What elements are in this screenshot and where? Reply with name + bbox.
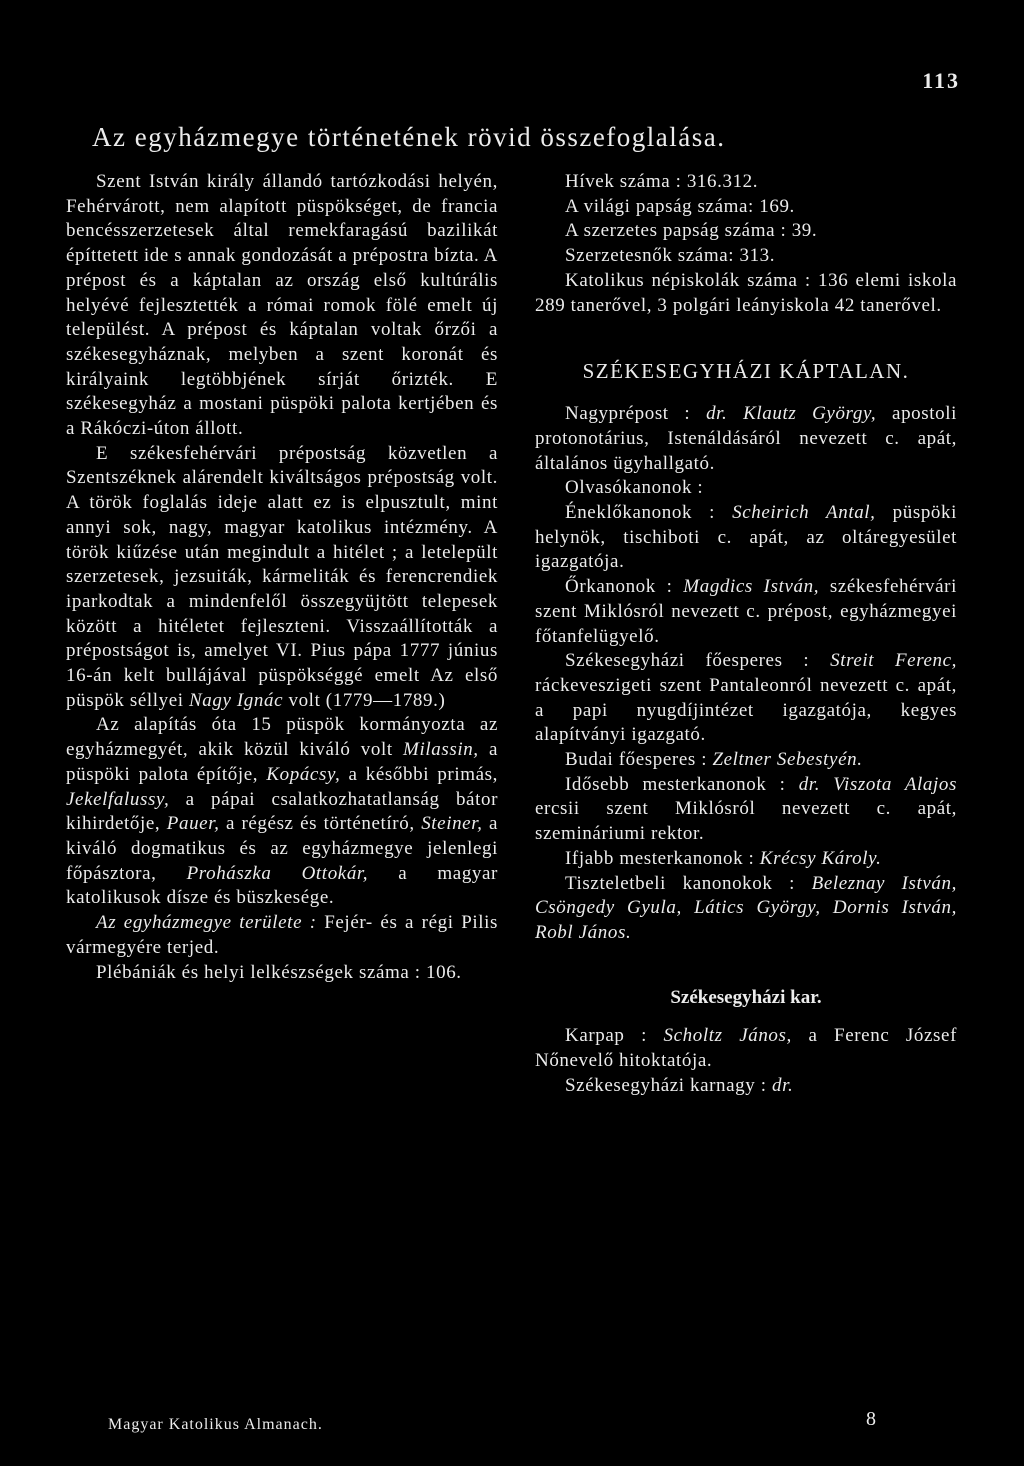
choir-heading: Székesegyházi kar. (670, 986, 822, 1008)
entry-karpap (535, 1024, 957, 1073)
cantor-label: Éneklőkanonok : (565, 502, 716, 524)
entry-karnagy (535, 1074, 957, 1099)
entry-honorary-canons (535, 872, 957, 946)
bishops-text-c: a későbbi primás, (348, 763, 498, 785)
entry-buda-archdeacon (535, 748, 957, 773)
entry-provost (535, 402, 957, 476)
honorary-names: Beleznay István, Csöngedy Gyula, Látics György, Dornis István, Robl János. (535, 872, 957, 943)
buda-name: Zeltner Sebestyén. (712, 749, 863, 771)
senior-name: dr. Viszota Alajos (798, 773, 957, 795)
junior-name: Krécsy Károly. (759, 847, 882, 869)
archdeacon-title: ráckeveszigeti szent Pantaleonról nevezett c. apát, a papi nyugdíjintézet igazgatója, kegyes alapítványi igazgató. (535, 674, 957, 746)
karnagy-name: dr. (771, 1074, 794, 1096)
karpap-title: a Ferenc József Nőnevelő hitoktatója. (535, 1025, 957, 1072)
entry-senior-canon (535, 773, 957, 847)
bishop-name-prohaszka: Prohászka Ottokár, (186, 862, 369, 884)
first-bishop-years: volt (1779—1789.) (288, 689, 446, 711)
provost-title: apostoli protonotárius, Istenáldásáról nevezett c. apát, általános ügyhallgató. (535, 403, 957, 474)
buda-label: Budai főesperes : (565, 749, 708, 771)
territory-label: Az egyházmegye területe : (96, 912, 317, 934)
entry-lector: Olvasókanonok : (565, 477, 704, 499)
page-number: 113 (922, 68, 960, 93)
senior-label: Idősebb mesterkanonok : (565, 773, 786, 795)
paragraph-territory (66, 911, 498, 960)
bishops-text-b: a püspöki palota építője, (66, 739, 498, 785)
footer-publication: Magyar Katolikus Almanach. (108, 1416, 323, 1433)
bishops-text-d: a pápai csalatkozhatatlanság bátor kihirdetője, (66, 788, 498, 835)
entry-cantor (535, 501, 957, 575)
custos-title: székesfehérvári szent Miklósról nevezett c. prépost, egyházmegyei főtanfelügyelő. (535, 576, 957, 647)
paragraph-provostry (66, 442, 498, 714)
archdeacon-label: Székesegyházi főesperes : (565, 650, 810, 672)
bishops-text-a: Az alapítás óta 15 püspök kormányozta az egyházmegyét, akik közül kiváló volt (66, 714, 498, 761)
karpap-name: Scholtz János, (663, 1025, 792, 1047)
right-column (535, 170, 957, 1099)
honorary-label: Tiszteletbeli kanonokok : (565, 872, 795, 894)
bishop-name-milassin: Milassin, (403, 739, 479, 761)
bishops-text-f: a kiváló dogmatikus és az egyházmegye jelenlegi főpásztora, (66, 813, 498, 884)
cantor-title: püspöki helynök, tischiboti c. apát, az oltáregyesület igazgatója. (535, 502, 958, 573)
bishops-text-e: a régész és történetíró, (225, 813, 415, 835)
left-column (66, 170, 498, 985)
provost-label: Nagyprépost : (565, 403, 691, 425)
custos-label: Őrkanonok : (565, 576, 673, 598)
bishop-name-steiner: Steiner, (421, 813, 483, 835)
provostry-text: E székesfehérvári prépostság közvetlen a Szentszéknek alárendelt kiváltságos prépostság volt. A török foglalás ideje alatt ez is elpusztult, mint annyi sok, nagy, magyar katolikus intézmény. A török kiűzése után megindult a hitélet ; a letelepült szerzetesek, jezsuiták, kármeliták és ferencrendiek iparkodtak a mindenfelől összegyüjtött telepesek között a hitéletet fejleszteni. Visszaállították a prépostságot is, amelyet VI. Pius pápa 1777 június 16-án kelt bullájával püspökséggé emelt Az első püspök séllyei (66, 442, 498, 711)
bishop-name-kopacsy: Kopácsy, (266, 763, 341, 785)
stat-nuns: Szerzetesnők száma: 313. (565, 245, 776, 267)
stat-religious-clergy: A szerzetes papság száma : 39. (565, 220, 818, 242)
archdeacon-name: Streit Ferenc, (830, 650, 958, 672)
paragraph-founding: Szent István király állandó tartózkodási helyén, Fehérvárott, nem alapított püspökséget, de francia bencésszerzetesek által remekfaragású bazilikát építtetett ide s annak gondozását a prépostra bízta. A prépost és a káptalan az ország első kultúrális helyévé fejlesztették a római romok fölé emelt új települést. A prépost és káptalan voltak őrzői a székesegyháznak, melyben a szent koronát és királyaink legtöbbjének sírját őrizték. E székesegyház a mostani püspöki palota kertjében és a Rákóczi-úton állott. (66, 171, 498, 440)
custos-name: Magdics István, (683, 576, 820, 598)
bishop-name-pauer: Pauer, (166, 813, 220, 835)
bishop-name-jekelfalussy: Jekelfalussy, (66, 788, 170, 810)
entry-custos (535, 575, 957, 649)
karpap-label: Karpap : (565, 1025, 647, 1047)
karnagy-label: Székesegyházi karnagy : (565, 1074, 767, 1096)
stat-faithful: Hívek száma : 316.312. (565, 171, 759, 192)
paragraph-bishops (66, 713, 498, 911)
senior-title: ercsii szent Miklósról nevezett c. apát, szemináriumi rektor. (535, 798, 957, 845)
entry-junior-canon (535, 847, 957, 872)
page-title: Az egyházmegye történetének rövid összefoglalása. (92, 122, 726, 152)
stat-schools: Katolikus népiskolák száma : 136 elemi iskola 289 tanerővel, 3 polgári leányiskola 42 tanerővel. (535, 269, 957, 316)
chapter-heading: SZÉKESEGYHÁZI KÁPTALAN. (582, 359, 910, 384)
territory-text: Fejér- és a régi Pilis vármegyére terjed. (66, 912, 498, 958)
junior-label: Ifjabb mesterkanonok : (565, 847, 755, 869)
stat-secular-clergy: A világi papság száma: 169. (565, 195, 795, 217)
first-bishop-name: Nagy Ignác (189, 689, 284, 711)
provost-name: dr. Klautz György, (706, 403, 877, 425)
entry-archdeacon (535, 649, 957, 748)
footer-signature-mark: 8 (866, 1408, 876, 1430)
cantor-name: Scheirich Antal, (732, 502, 876, 524)
paragraph-parishes: Plébániák és helyi lelkészségek száma : 106. (96, 961, 462, 983)
bishops-text-g: a magyar katolikusok dísze és büszkesége. (66, 862, 498, 909)
